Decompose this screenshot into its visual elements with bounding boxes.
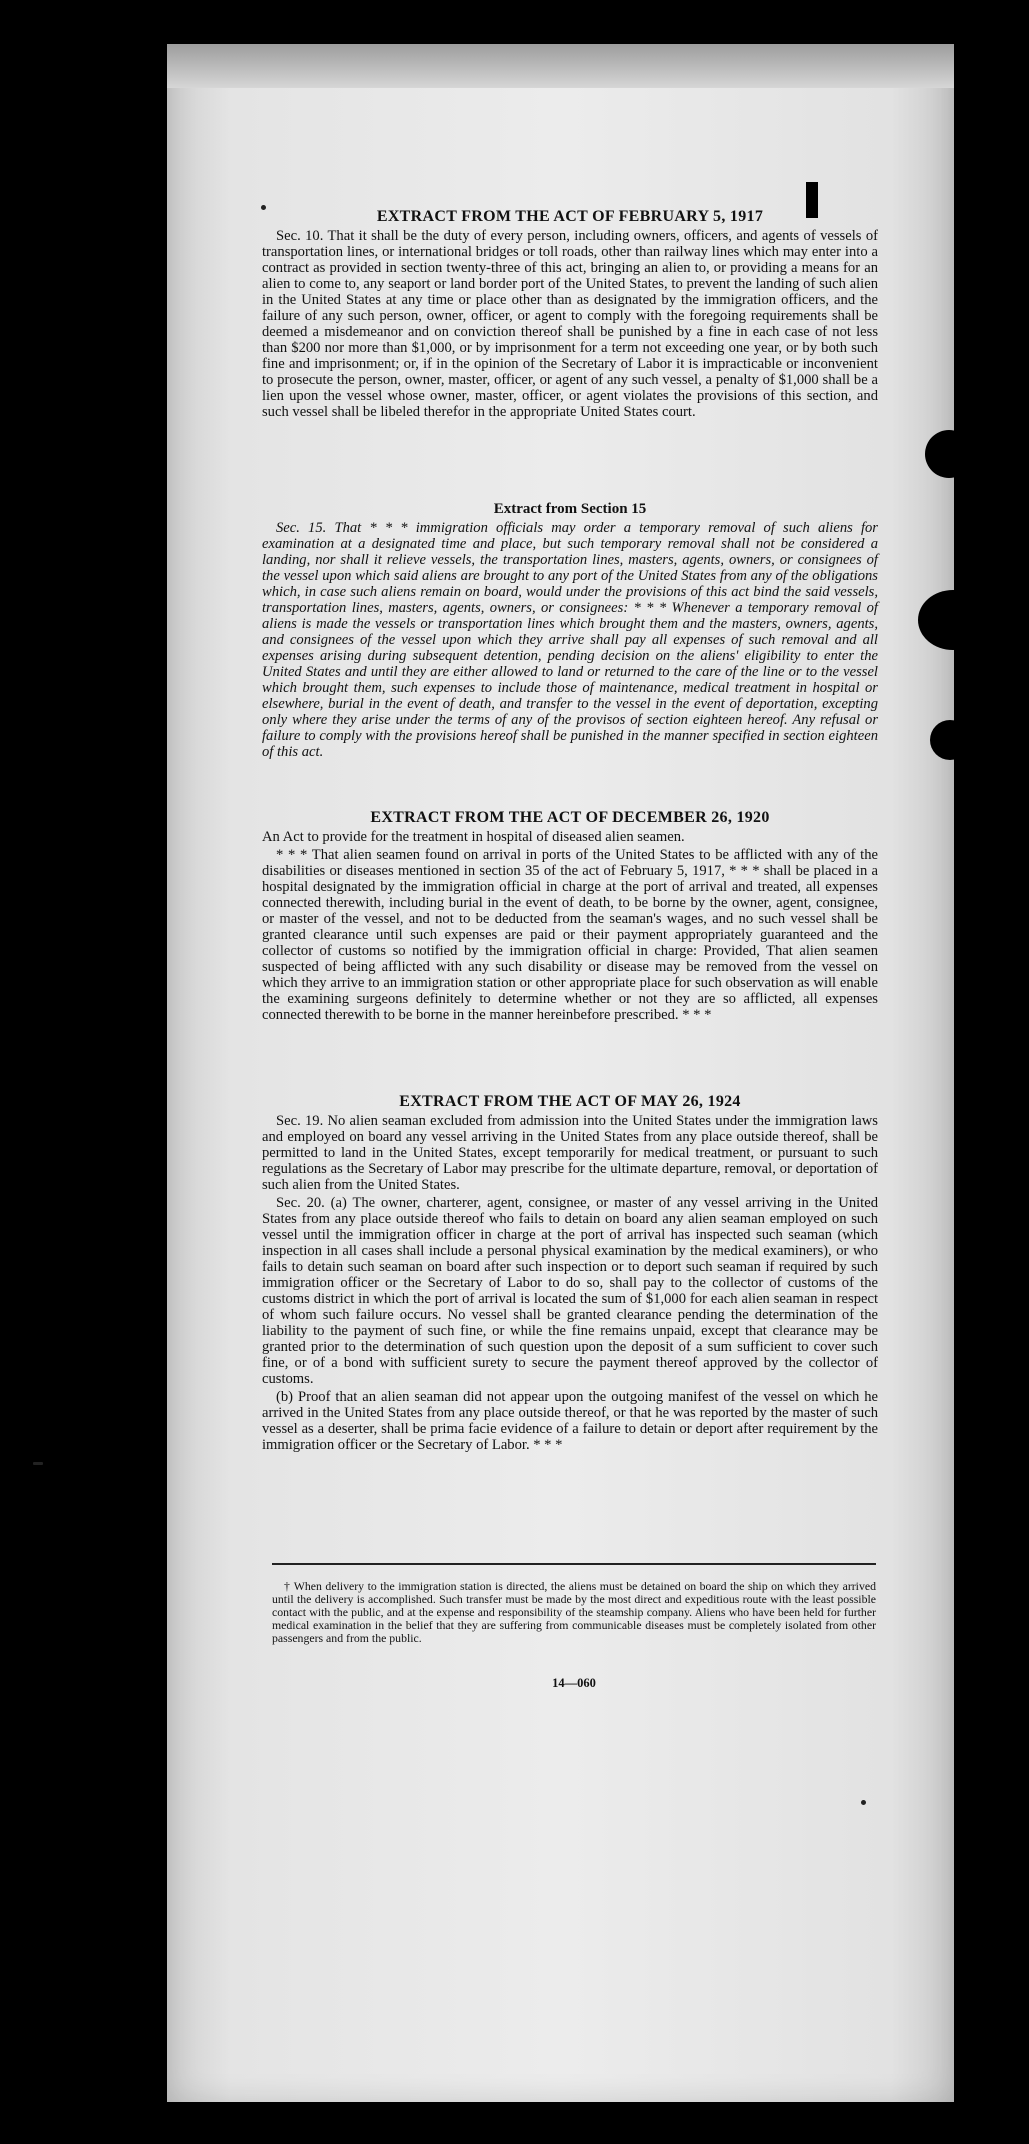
section-paragraph: Sec. 10. That it shall be the duty of every person, including owners, officers, and agents of vessels of transportation lines, or international bridges or toll roads, other than railway lines which may enter into a contract as provided in section twenty-three of this act, bringing an alien to, or providing a means for an alien to come to, any seaport or land border port of the United States, to prevent the landing of such alien in the United States at any time or place other than as designated by the immigration officers, and the failure of any such person, owner, officer, or agent to comply with the foregoing requirements shall be deemed a misdemeanor and on conviction thereof shall be punished by a fine in each case of not less than $200 nor more than $1,000, or by imprisonment for a term not exceeding one year, or by both such fine and imprisonment; or, if in the opinion of the Secretary of Labor it is impracticable or inconvenient to prosecute the person, owner, master, officer, or agent of any such vessel, a penalty of $1,000 shall be a lien upon the vessel whose owner, master, officer, or agent violates the provisions of this section, and such vessel shall be libeled therefor in the appropriate United States court. — [262, 228, 878, 420]
section-15-extract — [262, 497, 878, 760]
section-act-1920 — [262, 809, 878, 1023]
punch-hole — [918, 590, 988, 650]
punch-hole — [925, 430, 973, 478]
form-number: 14—060 — [552, 1676, 596, 1690]
ink-speck — [861, 1800, 866, 1805]
section-act-1917 — [262, 208, 878, 420]
section-heading: EXTRACT FROM THE ACT OF MAY 26, 1924 — [399, 1093, 741, 1110]
section-intro: An Act to provide for the treatment in hospital of diseased alien seamen. — [262, 829, 685, 845]
section-subheading: Extract from Section 15 — [493, 501, 647, 517]
section-act-1924 — [262, 1093, 878, 1453]
punch-hole — [930, 720, 970, 760]
ink-speck — [33, 1462, 43, 1465]
section-paragraph: Sec. 15. That * * * immigration officials may order a temporary removal of such aliens for examination at a designated time and place, but such temporary removal shall not be considered a landing, nor shall it relieve vessels, the transportation lines, masters, agents, owners, or consignees of the vessel upon which said aliens are brought to any port of the United States from any of the obligations which, in case such aliens remain on board, would under the provisions of this act bind the said vessels, transportation lines, masters, agents, owners, or consignees: * * * Whenever a temporary removal of aliens is made the vessels or transportation lines which brought them and the masters, owners, agents, and consignees of the vessel upon which they arrive shall pay all expenses of such removal and all expenses arising during subsequent detention, pending decision on the aliens' eligibility to enter the United States and until they are either allowed to land or returned to the care of the line or to the vessel which brought them, such expenses to include those of maintenance, medical treatment in hospital or elsewhere, burial in the event of death, and transfer to the vessel in the event of deportation, excepting only where they arise under the terms of any of the provisos of section eighteen hereof. Any refusal or failure to comply with the provisions hereof shall be punished in the manner specified in section eighteen of this act. — [262, 520, 878, 760]
footnote-divider — [272, 1563, 876, 1565]
section-paragraph: (b) Proof that an alien seaman did not appear upon the outgoing manifest of the vessel on which he arrived in the United States from any place outside thereof, or that he was reported by the master of such vessel as a deserter, shall be prima facie evidence of a failure to detain or deport after requirement by the immigration officer or the Secretary of Labor. * * * — [262, 1389, 878, 1453]
section-paragraph: Sec. 20. (a) The owner, charterer, agent, consignee, or master of any vessel arriving in the United States from any place outside thereof who fails to detain on board any alien seaman employed on such vessel until the immigration officer in charge at the port of arrival has inspected such seaman (which inspection in all cases shall include a personal physical examination by the medical examiners), or who fails to detain such seaman on board after such inspection or to deport such seaman if required by such immigration officer or the Secretary of Labor to do so, shall pay to the collector of customs of the customs district in which the port of arrival is located the sum of $1,000 for each alien seaman in respect of whom such failure occurs. No vessel shall be granted clearance pending the determination of the liability to the payment of such fine, or while the fine remains unpaid, except that clearance may be granted prior to the determination of such question upon the deposit of a sum sufficient to cover such fine, or of a bond with sufficient surety to secure the payment thereof approved by the collector of customs. — [262, 1195, 878, 1387]
footnote: † When delivery to the immigration station is directed, the aliens must be detained on board the ship on which they arrived until the delivery is accomplished. Such transfer must be made by the most direct and expeditious route with the least possible contact with the public, and at the expense and responsibility of the steamship company. Aliens who have been held for further medical examination in the belief that they are suffering from communicable diseases must be completely isolated from other passengers and from the public. — [272, 1579, 876, 1645]
section-heading: EXTRACT FROM THE ACT OF FEBRUARY 5, 1917 — [376, 208, 764, 225]
section-paragraph: Sec. 19. No alien seaman excluded from admission into the United States under the immigration laws and employed on board any vessel arriving in the United States from any place outside thereof, shall be permitted to land in the United States, except temporarily for medical treatment, or pursuant to such regulations as the Secretary of Labor may prescribe for the ultimate departure, removal, or deportation of such alien from the United States. — [262, 1113, 878, 1193]
section-paragraph: * * * That alien seamen found on arrival in ports of the United States to be afflicted with any of the disabilities or diseases mentioned in section 35 of the act of February 5, 1917, * * * shall be placed in a hospital designated by the immigration official in charge at the port of arrival and treated, all expenses connected therewith, including burial in the event of death, to be borne by the owner, agent, consignee, or master of the vessel, and not to be deducted from the seaman's wages, and no such vessel shall be granted clearance until such expenses are paid or their payment appropriately guaranteed and the collector of customs so notified by the immigration official in charge: Provided, That alien seamen suspected of being afflicted with any such disability or disease may be removed from the vessel on which they arrive to an immigration station or other appropriate place for such observation as will enable the examining surgeons definitely to determine whether or not they are so afflicted, all expenses connected therewith to be borne in the manner hereinbefore prescribed. * * * — [262, 847, 878, 1023]
section-heading: EXTRACT FROM THE ACT OF DECEMBER 26, 1920 — [370, 809, 770, 826]
